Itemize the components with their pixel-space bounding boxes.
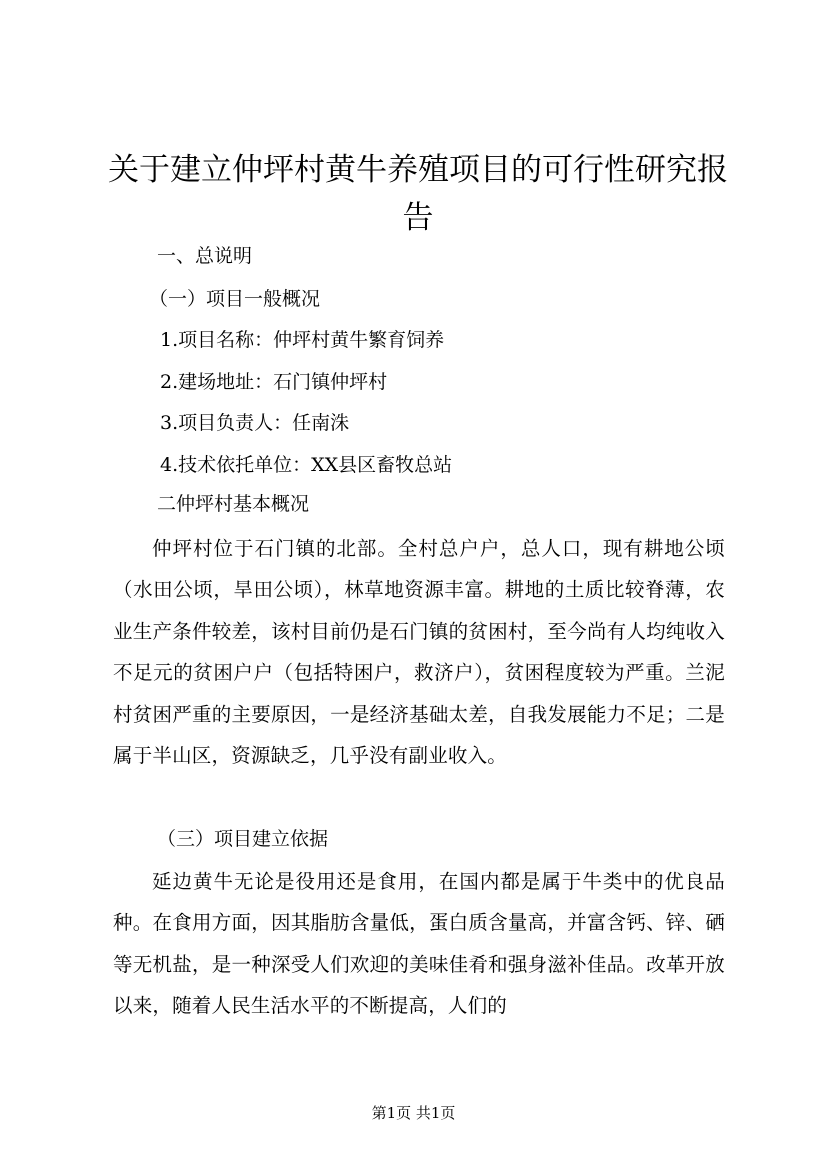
item-site-address: 2.建场地址：石门镇仲坪村 (160, 371, 388, 393)
section-1-heading: 一、总说明 (157, 245, 253, 267)
page-footer: 第1页 共1页 (371, 1104, 456, 1122)
item-tech-support: 4.技术依托单位：XX县区畜牧总站 (160, 454, 453, 476)
subsection-3-heading: （三）项目建立依据 (157, 828, 329, 850)
subsection-3-paragraph: 延边黄牛无论是役用还是食用，在国内都是属于牛类中的优良品种。在食用方面，因其脂肪含量低，蛋白质含量高，并富含钙、锌、硒等无机盐，是一种深受人们欢迎的美味佳肴和强身滋补佳品。改革开放以来，随着人民生活水平的不断提高，人们的 (113, 870, 725, 1018)
section-2-heading: 二仲坪村基本概况 (157, 493, 310, 515)
section-2-paragraph: 仲坪村位于石门镇的北部。全村总户户，总人口，现有耕地公顷（水田公顷，旱田公顷），林草地资源丰富。耕地的土质比较脊薄，农业生产条件较差，该村目前仍是石门镇的贫困村，至今尚有人均纯收入不足元的贫困户户（包括特困户，救济户），贫困程度较为严重。兰泥村贫困严重的主要原因，一是经济基础太差，自我发展能力不足；二是属于半山区，资源缺乏，几乎没有副业收入。 (113, 537, 725, 768)
document-title: 关于建立仲坪村黄牛养殖项目的可行性研究报告 (108, 152, 728, 236)
subsection-1-heading: （一）项目一般概况 (149, 288, 321, 310)
item-project-lead: 3.项目负责人：任南洙 (160, 412, 350, 434)
item-project-name: 1.项目名称：仲坪村黄牛繁育饲养 (160, 329, 445, 351)
